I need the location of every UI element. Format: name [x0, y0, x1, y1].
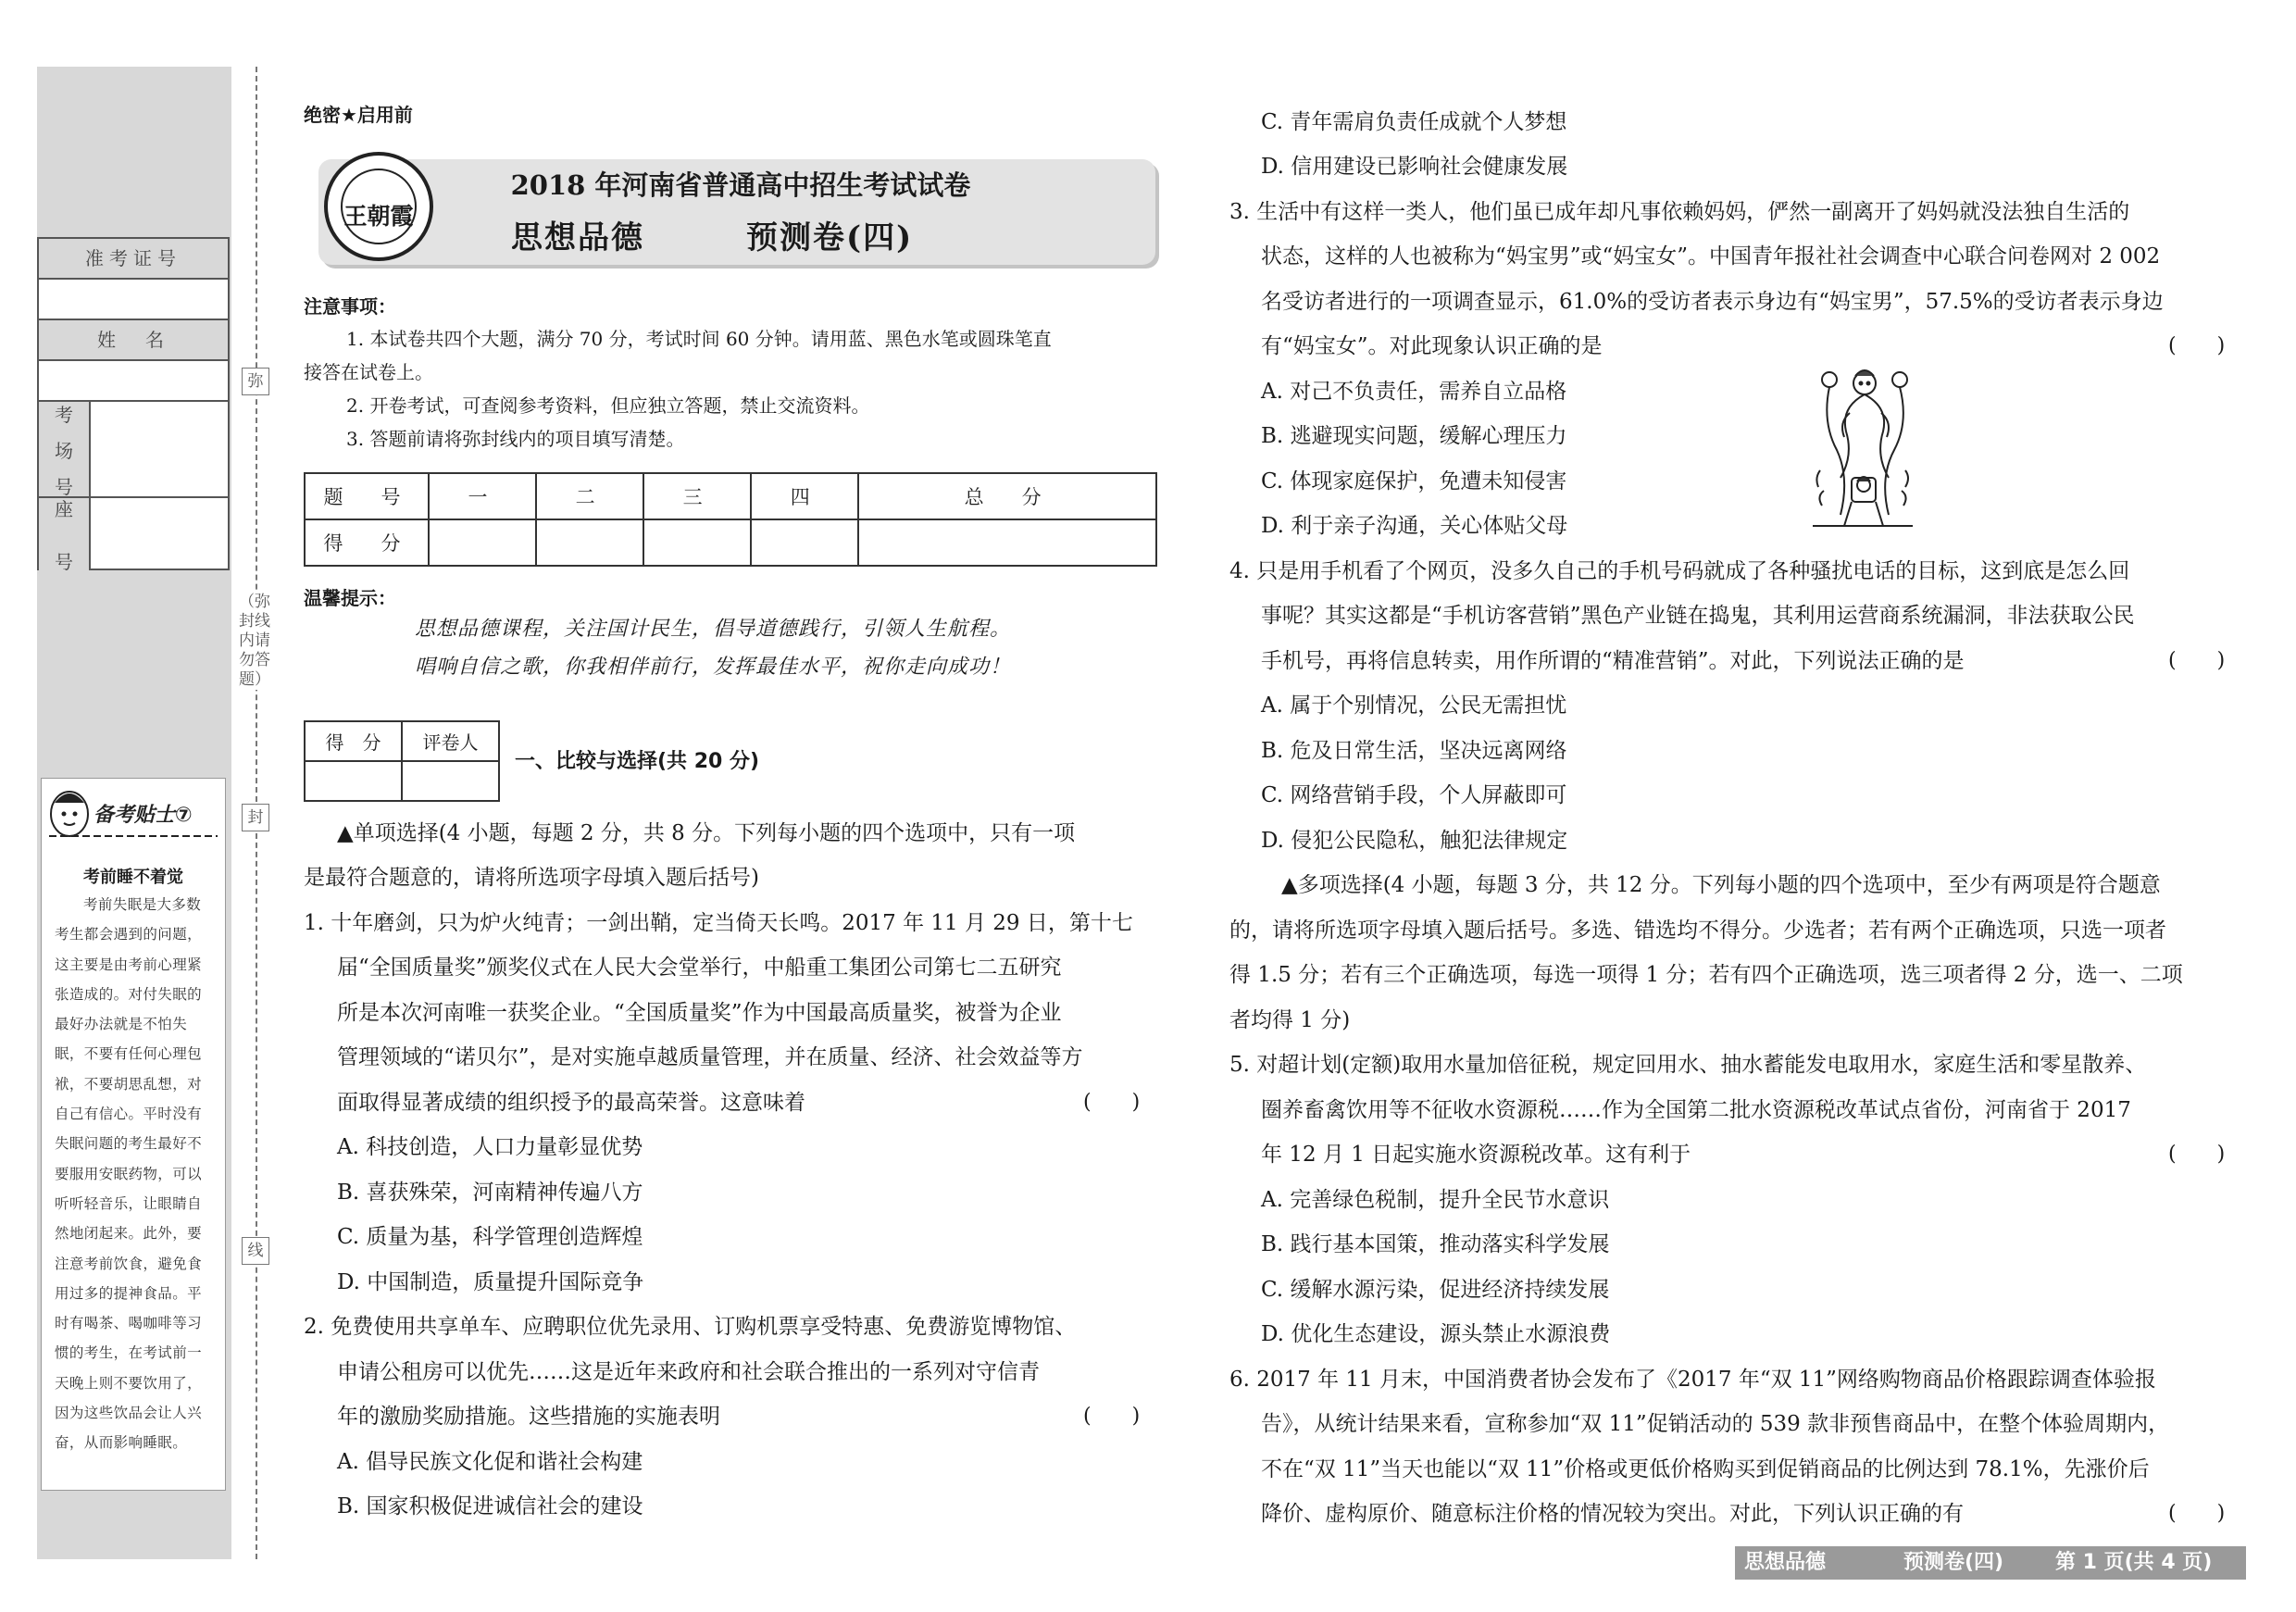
answer-bracket[interactable]: ( ) — [1083, 1405, 1141, 1428]
paper-title: 预测卷(四) — [746, 219, 914, 256]
score-cell[interactable] — [536, 519, 643, 566]
cartoon-illustration — [1813, 367, 1913, 530]
score-cell[interactable] — [751, 519, 858, 566]
tip-body: 考前失眠是大多数考生都会遇到的问题，这主要是由考前心理紧张造成的。对付失眠的最好办法就是不怕失眠，不要有任何心理包袱，不要胡思乱想，对自己有信心。平时没有失眠问题的考生最好不要服用安眠药物，可以听听轻音乐，让眼睛自然地闭起来。此外，要注意考前饮食，避免食用过多的提神食品。平时有喝茶、喝咖啡等习惯的考生，在考试前一天晚上则不要饮用了，因为这些饮品会让人兴奋，从而影响睡眠。 — [55, 896, 203, 1452]
notice-title: 注意事项： — [304, 295, 396, 318]
grader-cell[interactable] — [402, 761, 499, 801]
mascot-icon — [45, 782, 221, 842]
option-line: A. 属于个别情况，公民无需担忧 — [1261, 694, 1567, 718]
question-line: 6. 2017 年 11 月末，中国消费者协会发布了《2017 年“双 11”网络购物商品价格跟踪调查体验报 — [1229, 1368, 2156, 1392]
tip-banner-text: 备考贴士⑦ — [94, 804, 193, 827]
subject-title: 思想品德 — [511, 219, 644, 256]
question-line: 有“妈宝女”。对此现象认识正确的是 — [1261, 334, 1603, 358]
confidential-label: 绝密★启用前 — [304, 104, 413, 126]
grader-table: 得 分 评卷人 — [304, 720, 500, 802]
question-line: 4. 只是用手机看了个网页，没多久自己的手机号码就成了各种骚扰电话的目标，这到底是怎么回 — [1229, 559, 2130, 583]
question-line: 3. 生活中有这样一类人，他们虽已成年却凡事依赖妈妈，俨然一副离开了妈妈就没法独自生活的 — [1229, 200, 2130, 224]
question-line: 面取得显著成绩的组织授予的最高荣誉。这意味着 — [337, 1091, 805, 1115]
option-line: B. 逃避现实问题，缓解心理压力 — [1261, 424, 1567, 448]
score-cell[interactable] — [643, 519, 751, 566]
exam-room-field[interactable] — [39, 402, 228, 498]
warm-tip-line: 唱响自信之歌，你我相伴前行，发挥最佳水平，祝你走向成功！ — [415, 656, 1012, 679]
instruction-line: ▲单项选择(4 小题，每题 2 分，共 8 分。下列每小题的四个选项中，只有一项 — [337, 821, 1076, 845]
tip-title: 考前睡不着觉 — [83, 868, 183, 887]
option-line: B. 国家积极促进诚信社会的建设 — [337, 1494, 643, 1518]
score-table — [304, 472, 1157, 567]
tip-banner — [45, 782, 221, 842]
exam-number-label: 准考证号 — [39, 239, 228, 280]
answer-bracket[interactable]: ( ) — [2168, 334, 2226, 357]
option-line: B. 践行基本国策，推动落实科学发展 — [1261, 1232, 1610, 1256]
score-cell[interactable] — [429, 519, 536, 566]
footer-page-number: 第 1 页(共 4 页) — [2055, 1551, 2213, 1574]
answer-bracket[interactable]: ( ) — [2168, 1143, 2226, 1166]
question-line: 手机号，再将信息转卖，用作所谓的“精准营销”。对此，下列说法正确的是 — [1261, 649, 1965, 673]
notice-line: 3. 答题前请将弥封线内的项目填写清楚。 — [346, 428, 685, 450]
seat-number-field[interactable] — [39, 498, 228, 573]
score-table-row: 得 分 — [305, 519, 1156, 566]
question-line: 告》，从统计结果来看，宣称参加“双 11”促销活动的 539 款非预售商品中，在整个体验周期内， — [1261, 1412, 2170, 1436]
option-line: C. 网络营销手段，个人屏蔽即可 — [1261, 783, 1567, 807]
question-line: 不在“双 11”当天也能以“双 11”价格或更低价格购买到促销商品的比例达到 78.1%，先涨价后 — [1261, 1457, 2150, 1481]
question-line: 年的激励奖励措施。这些措施的实施表明 — [337, 1405, 720, 1429]
question-line: 事呢？其实这都是“手机访客营销”黑色产业链在捣鬼，其利用运营商系统漏洞，非法获取公民 — [1261, 604, 2135, 628]
question-line: 1. 十年磨剑，只为炉火纯青；一剑出鞘，定当倚天长鸣。2017 年 11 月 29 日，第十七 — [304, 911, 1133, 935]
question-line: 年 12 月 1 日起实施水资源税改革。这有利于 — [1261, 1143, 1691, 1167]
option-line: D. 中国制造，质量提升国际竞争 — [337, 1270, 644, 1294]
binding-note: （弥封线内请勿答题） — [239, 593, 270, 689]
option-line: C. 体现家庭保护，免遭未知侵害 — [1261, 469, 1567, 494]
option-line: B. 危及日常生活，坚决远离网络 — [1261, 739, 1567, 763]
question-line: 5. 对超计划(定额)取用水量加倍征税，规定回用水、抽水蓄能发电取用水，家庭生活和零星散养、 — [1229, 1053, 2147, 1077]
option-line: A. 对己不负责任，需养自立品格 — [1261, 380, 1567, 404]
exam-number-field[interactable] — [39, 280, 228, 320]
seat-number-label: 座 号 — [39, 498, 91, 570]
question-line: 所是本次河南唯一获奖企业。“全国质量奖”作为中国最高质量奖，被誉为企业 — [337, 1001, 1062, 1025]
option-line: D. 利于亲子沟通，关心体贴父母 — [1261, 514, 1568, 538]
instruction-line: 者均得 1 分) — [1229, 1008, 1351, 1032]
option-line: A. 完善绿色税制，提升全民节水意识 — [1261, 1188, 1610, 1212]
question-line: 状态，这样的人也被称为“妈宝男”或“妈宝女”。中国青年报社社会调查中心联合问卷网对 2 002 — [1261, 244, 2161, 269]
score-cell[interactable] — [858, 519, 1156, 566]
instruction-line: 得 1.5 分；若有三个正确选项，每选一项得 1 分；若有四个正确选项，选三项者得 2 分，选一、二项 — [1229, 963, 2183, 987]
instruction-line: 的，请将所选项字母填入题后括号。多选、错选均不得分。少选者；若有两个正确选项，只选一项者 — [1229, 918, 2166, 943]
option-line: C. 青年需肩负责任成就个人梦想 — [1261, 110, 1567, 134]
option-line: D. 侵犯公民隐私，触犯法律规定 — [1261, 829, 1568, 853]
option-line: D. 信用建设已影响社会健康发展 — [1261, 155, 1568, 179]
question-line: 申请公租房可以优先……这是近年来政府和社会联合推出的一系列对守信青 — [337, 1360, 1040, 1384]
question-line: 管理领域的“诺贝尔”，是对实施卓越质量管理，并在质量、经济、社会效益等方 — [337, 1045, 1083, 1069]
question-line: 2. 免费使用共享单车、应聘职位优先录用、订购机票享受特惠、免费游览博物馆、 — [304, 1315, 1077, 1339]
answer-bracket[interactable]: ( ) — [2168, 649, 2226, 672]
study-tip-card — [41, 778, 226, 1491]
question-line: 名受访者进行的一项调查显示，61.0%的受访者表示身边有“妈宝男”，57.5%的受访者表示身边 — [1261, 290, 2164, 314]
question-line: 圈养畜禽饮用等不征收水资源税……作为全国第二批水资源税改革试点省份，河南省于 2017 — [1261, 1098, 2131, 1122]
footer-paper: 预测卷(四) — [1903, 1551, 2004, 1574]
name-label: 姓 名 — [39, 320, 228, 361]
notice-line: 接答在试卷上。 — [304, 361, 433, 383]
binding-char-feng: 封 — [242, 804, 269, 831]
page-footer — [1735, 1546, 2246, 1580]
warm-tip-line: 思想品德课程，关注国计民生，倡导道德践行，引领人生航程。 — [415, 618, 1012, 641]
name-field[interactable] — [39, 361, 228, 402]
option-line: A. 倡导民族文化促和谐社会构建 — [337, 1450, 643, 1474]
notice-line: 2. 开卷考试，可查阅参考资料，但应独立答题，禁止交流资料。 — [346, 394, 870, 417]
seal-text: 王朝霞 — [343, 203, 414, 230]
option-line: A. 科技创造，人口力量彰显优势 — [337, 1135, 643, 1159]
option-line: D. 优化生态建设，源头禁止水源浪费 — [1261, 1322, 1611, 1346]
section-score-cell[interactable] — [305, 761, 402, 801]
answer-bracket[interactable]: ( ) — [1083, 1091, 1141, 1114]
question-line: 降价、虚构原价、随意标注价格的情况较为突出。对此，下列认识正确的有 — [1261, 1502, 1964, 1526]
instruction-line: ▲多项选择(4 小题，每题 3 分，共 12 分。下列每小题的四个选项中，至少有两项是符合题意 — [1281, 873, 2161, 897]
answer-bracket[interactable]: ( ) — [2168, 1502, 2226, 1525]
option-line: C. 质量为基，科学管理创造辉煌 — [337, 1225, 643, 1249]
binding-char-mi: 弥 — [242, 368, 269, 395]
instruction-line: 是最符合题意的，请将所选项字母填入题后括号) — [304, 866, 759, 890]
binding-char-xian: 线 — [242, 1237, 269, 1265]
question-line: 届“全国质量奖”颁奖仪式在人民大会堂举行，中船重工集团公司第七二五研究 — [337, 956, 1062, 980]
score-table-header: 题 号 一 二 三 四 总 分 — [305, 473, 1156, 519]
option-line: B. 喜获殊荣，河南精神传遍八方 — [337, 1181, 643, 1205]
section-title: 一、比较与选择(共 20 分) — [515, 750, 760, 773]
candidate-info-box — [37, 237, 230, 573]
exam-room-label: 考 场 号 — [39, 402, 91, 496]
publisher-seal — [324, 152, 433, 261]
exam-title: 2018 年河南省普通高中招生考试试卷 — [510, 169, 971, 201]
option-line: C. 缓解水源污染，促进经济持续发展 — [1261, 1278, 1610, 1302]
notice-line: 1. 本试卷共四个大题，满分 70 分，考试时间 60 分钟。请用蓝、黑色水笔或圆珠笔直 — [346, 328, 1052, 350]
footer-subject: 思想品德 — [1744, 1551, 1827, 1574]
warm-tip-title: 温馨提示： — [304, 587, 396, 609]
